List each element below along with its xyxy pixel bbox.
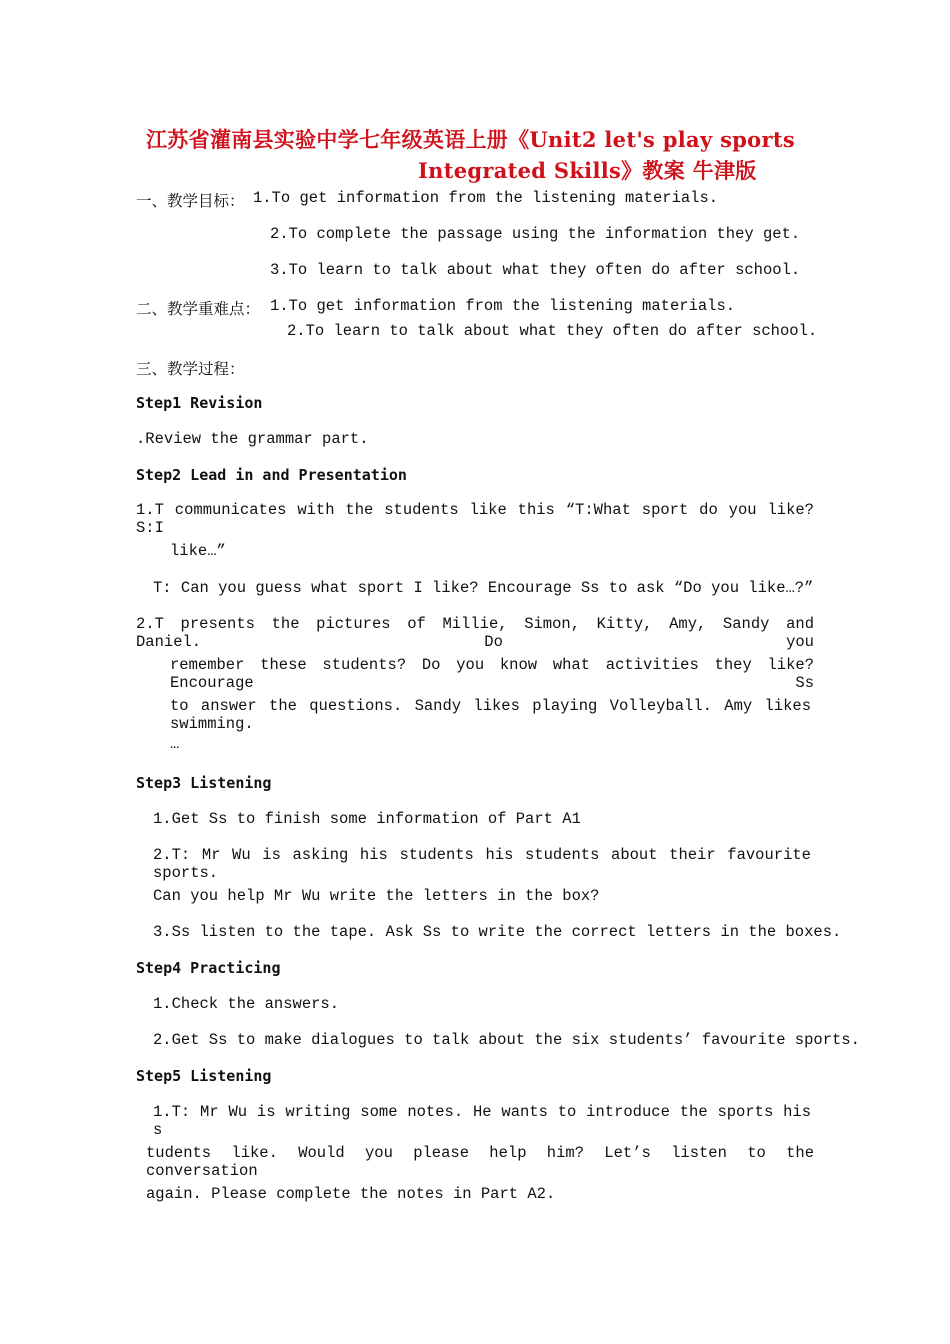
step2-heading: Step2 Lead in and Presentation [136, 466, 407, 484]
objective-item-2: 2.To complete the passage using the information they get. [270, 225, 801, 243]
document-title-line-2: Integrated Skills》教案 牛津版 [418, 158, 757, 183]
step2-line-5: remember these students? Do you know what activities they like? Encourage Ss [170, 656, 814, 692]
step2-line-7: … [170, 735, 180, 753]
step2-line-6: to answer the questions. Sandy likes playing Volleyball. Amy likes swimming. [170, 697, 811, 733]
step5-line-1: 1.T: Mr Wu is writing some notes. He wants to introduce the sports his s [153, 1103, 811, 1139]
step4-heading: Step4 Practicing [136, 959, 281, 977]
step3-heading: Step3 Listening [136, 774, 272, 792]
step5-line-3: again. Please complete the notes in Part A2. [146, 1185, 556, 1203]
objectives-label: 一、教学目标： [136, 193, 245, 211]
key-points-label: 二、教学重难点： [136, 301, 261, 319]
step3-line-4: 3.Ss listen to the tape. Ask Ss to write the correct letters in the boxes. [153, 923, 842, 941]
step3-line-3: Can you help Mr Wu write the letters in the box? [153, 887, 600, 905]
step3-line-2: 2.T: Mr Wu is asking his students his students about their favourite sports. [153, 846, 811, 882]
step5-heading: Step5 Listening [136, 1067, 272, 1085]
step5-line-2: tudents like. Would you please help him? Let’s listen to the conversation [146, 1144, 814, 1180]
step1-line-1: .Review the grammar part. [136, 430, 369, 448]
document-title-line-1: 江苏省灌南县实验中学七年级英语上册《Unit2 let's play sports [146, 127, 795, 152]
key-point-item-2: 2.To learn to talk about what they often do after school. [287, 322, 818, 340]
step2-line-1: 1.T communicates with the students like this “T:What sport do you like? S:I [136, 501, 814, 537]
step2-line-3: T: Can you guess what sport I like? Encourage Ss to ask “Do you like…?” [153, 579, 814, 597]
objective-item-1: 1.To get information from the listening materials. [253, 189, 719, 207]
step3-line-1: 1.Get Ss to finish some information of Part A1 [153, 810, 581, 828]
step4-line-1: 1.Check the answers. [153, 995, 340, 1013]
objective-item-3: 3.To learn to talk about what they often do after school. [270, 261, 801, 279]
step2-line-2: like…” [170, 542, 226, 560]
step1-heading: Step1 Revision [136, 394, 263, 412]
step2-line-4: 2.T presents the pictures of Millie, Simon, Kitty, Amy, Sandy and Daniel. Do you [136, 615, 814, 651]
step4-line-2: 2.Get Ss to make dialogues to talk about the six students’ favourite sports. [153, 1031, 860, 1049]
key-point-item-1: 1.To get information from the listening materials. [270, 297, 736, 315]
process-label: 三、教学过程： [136, 361, 245, 379]
